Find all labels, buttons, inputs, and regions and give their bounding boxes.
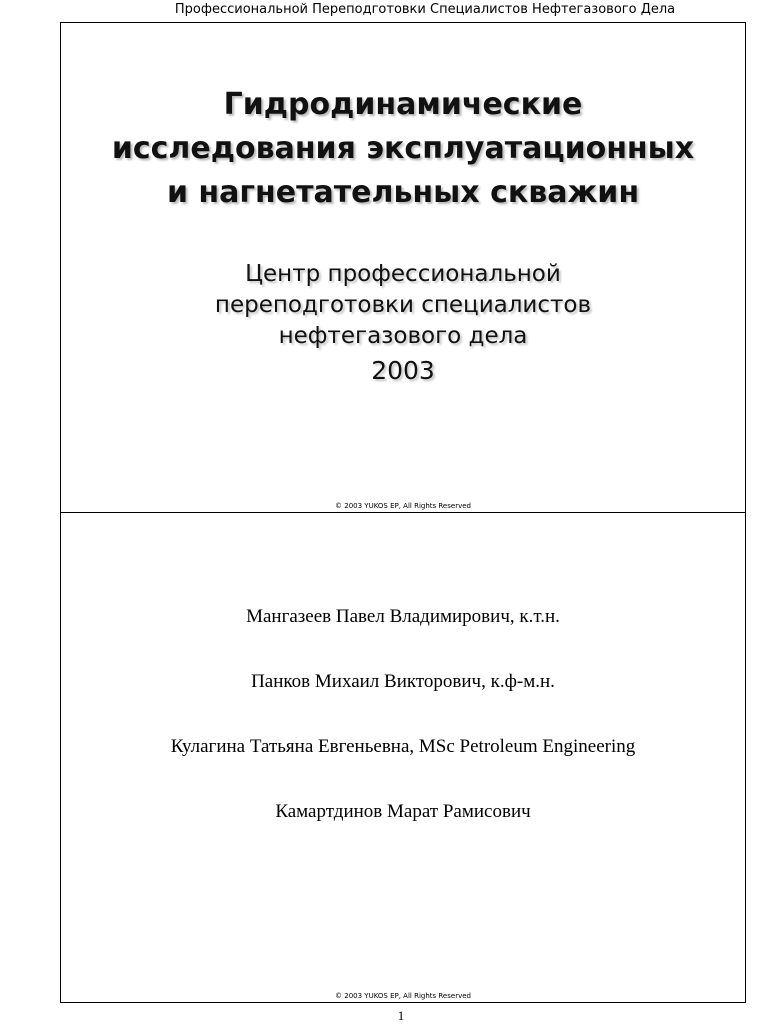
slide-title <box>61 83 745 215</box>
slide-title-line: Гидродинамические <box>223 87 583 122</box>
slide-title-line: исследования эксплуатационных <box>111 131 695 166</box>
slide-subtitle <box>61 259 745 352</box>
slide-year: 2003 <box>371 356 435 385</box>
page-number: 1 <box>397 1008 405 1023</box>
slide-subtitle-line: нефтегазового дела <box>278 323 528 349</box>
author-item: Мангазеев Павел Владимирович, к.т.н. <box>246 606 560 627</box>
running-header: Профессиональной Переподготовки Специалистов Нефтегазового Дела <box>174 2 676 17</box>
author-item: Камартдинов Марат Рамисович <box>275 801 531 822</box>
slide-subtitle-line: переподготовки специалистов <box>214 292 592 318</box>
slide-title-line: и нагнетательных скважин <box>166 175 640 210</box>
title-slide <box>60 22 746 513</box>
copyright-notice: © 2003 YUKOS EP, All Rights Reserved <box>335 992 471 1000</box>
author-item: Панков Михаил Викторович, к.ф-м.н. <box>251 671 555 692</box>
author-list <box>61 605 745 865</box>
slide-subtitle-line: Центр профессиональной <box>245 261 561 287</box>
authors-slide <box>60 512 746 1003</box>
copyright-notice: © 2003 YUKOS EP, All Rights Reserved <box>335 502 471 510</box>
author-item: Кулагина Татьяна Евгеньевна, MSc Petroleum Engineering <box>170 736 636 757</box>
